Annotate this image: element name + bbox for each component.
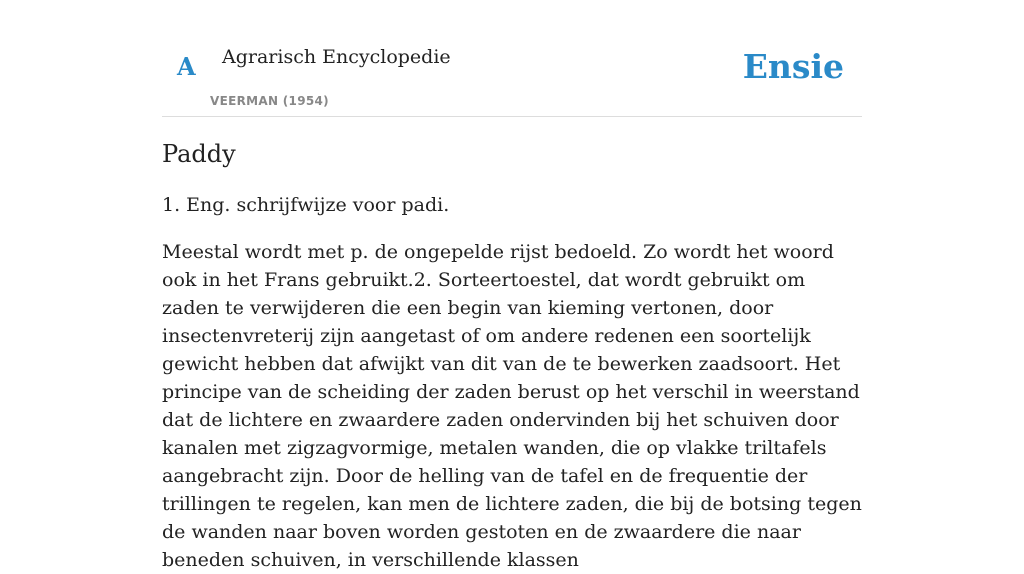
entry-content — [162, 136, 862, 574]
entry-paragraph: Meestal wordt met p. de ongepelde rijst bedoeld. Zo wordt het woord ook in het Frans gebruikt.2. Sorteertoestel, dat wordt gebruikt om zaden te verwijderen die een begin van kieming vertonen, door insectenvreterij zijn aangetast of om andere redenen een soortelijk gewicht hebben dat afwijkt van dit van de te bewerken zaadsoort. Het principe van de scheiding der zaden berust op het verschil in weerstand dat de lichtere en zwaardere zaden ondervinden bij het schuiven door kanalen met zigzagvormige, metalen wanden, die op vlakke triltafels aangebracht zijn. Door de helling van de tafel en de frequentie der trillingen te regelen, kan men de lichtere zaden, die bij de botsing tegen de wanden naar boven worden gestoten en de zwaardere die naar beneden schuiven, in verschillende klassen — [162, 241, 862, 571]
ensie-logo[interactable]: Ensie — [742, 47, 844, 86]
entry-body — [162, 191, 862, 574]
entry-header — [162, 0, 862, 117]
encyclopedia-title[interactable]: Agrarisch Encyclopedie — [222, 46, 451, 68]
entry-title: Paddy — [162, 140, 236, 168]
edition-label: VEERMAN (1954) — [210, 94, 329, 108]
volume-letter[interactable]: A — [177, 52, 196, 81]
entry-paragraph: 1. Eng. schrijfwijze voor padi. — [162, 194, 450, 216]
